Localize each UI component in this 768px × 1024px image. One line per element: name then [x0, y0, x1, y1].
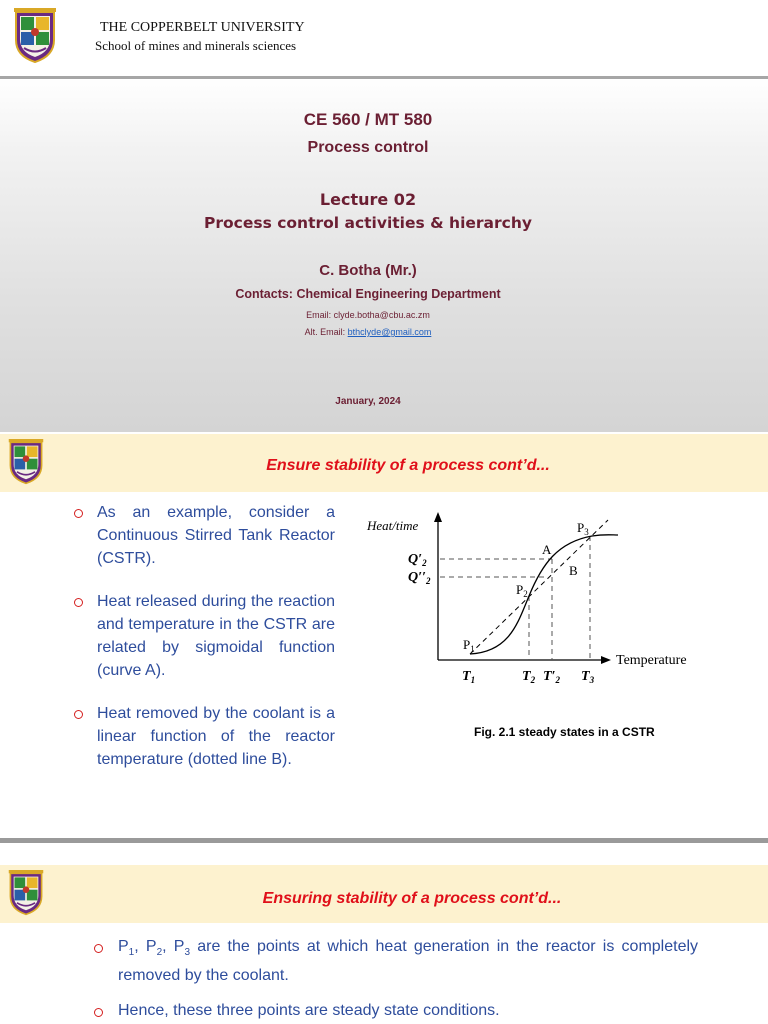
slide-title: Ensuring stability of a process cont’d... [262, 890, 562, 907]
title-slide [0, 0, 768, 432]
bullet-marker [94, 944, 103, 953]
contacts-line: Contacts: Chemical Engineering Department [235, 287, 501, 301]
university-name: THE COPPERBELT UNIVERSITY [100, 20, 305, 35]
alt-email-line [0, 327, 736, 337]
slide-title: Ensure stability of a process cont’d... [266, 457, 550, 474]
bullet-text: Hence, these three points are steady state conditions. [118, 1002, 500, 1019]
bullet-text: Heat removed by the coolant is a linear function of the reactor temperature (dotted line B). [97, 705, 335, 768]
t2-prime-label: $T'_2$ [543, 669, 560, 685]
slide-divider [0, 838, 768, 843]
email-line: Email: clyde.botha@cbu.ac.zm [306, 310, 430, 320]
stability-slide [0, 848, 768, 1024]
alt-email-link[interactable]: bthclyde@gmail.com [347, 327, 432, 337]
t1-label: $T_1$ [462, 669, 476, 685]
t2-label: $T_2$ [522, 669, 536, 685]
x-axis-label: Temperature [616, 653, 687, 668]
p2-label: $P_2$ [516, 582, 528, 599]
course-code: CE 560 / MT 580 [303, 110, 433, 129]
curve-a-label: A [542, 542, 552, 557]
bullet-marker [94, 1008, 103, 1017]
bullet-marker [74, 509, 83, 518]
line-b-coolant [470, 520, 608, 654]
p3-label: $P_3$ [577, 520, 589, 537]
lecturer-name: C. Botha (Mr.) [319, 262, 417, 279]
cstr-steady-state-figure [360, 502, 760, 687]
university-crest-logo [5, 439, 47, 485]
bullet-marker [74, 598, 83, 607]
x-axis-arrow [601, 656, 611, 664]
bullet-text: As an example, consider a Continuous Stirred Tank Reactor (CSTR). [97, 504, 335, 567]
bullet-text: Heat released during the reaction and temperature in the CSTR are related by sigmoidal function (curve A). [97, 593, 335, 679]
q-double-prime-label: $Q''_2$ [408, 570, 431, 586]
t3-label: $T_3$ [581, 669, 595, 685]
alt-email-label: Alt. Email: [304, 327, 348, 337]
y-axis-arrow [434, 512, 442, 522]
university-crest-logo [5, 870, 47, 916]
header-divider [0, 76, 768, 79]
bullet-marker [74, 710, 83, 719]
bullet-text: $P_1$, $P_2$, $P_3$ are the points at which heat generation in the reactor is completely removed by the coolant. [118, 938, 699, 985]
course-title: Process control [307, 139, 429, 156]
q-prime-label: $Q'_2$ [408, 552, 427, 568]
line-b-label: B [569, 563, 578, 578]
school-name: School of mines and minerals sciences [95, 38, 297, 53]
figure-caption: Fig. 2.1 steady states in a CSTR [474, 725, 655, 739]
p1-label: $P_1$ [463, 637, 475, 654]
lecture-title: Process control activities & hierarchy [204, 214, 532, 232]
lecture-date: January, 2024 [335, 396, 401, 407]
university-crest-logo [10, 8, 60, 64]
y-axis-label: Heat/time [367, 518, 419, 533]
cstr-slide [0, 432, 768, 842]
lecture-number: Lecture 02 [319, 190, 417, 209]
